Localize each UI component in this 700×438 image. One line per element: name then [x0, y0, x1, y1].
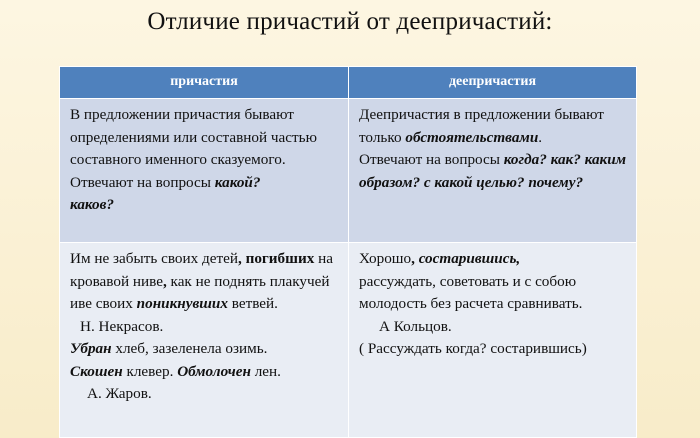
quote-comma: , — [237, 250, 242, 267]
cell-gerund-definition — [349, 99, 637, 243]
nekrasov-quote — [70, 248, 343, 316]
table-row-definition — [60, 99, 637, 243]
table-row-examples — [60, 243, 637, 438]
quote-text: Хорошо — [359, 250, 412, 267]
quote-text: ветвей. — [227, 295, 278, 312]
word-sostarivshis: состарившись, — [418, 250, 521, 267]
questions-label: Отвечают на вопросы — [70, 173, 215, 191]
quote-comma: , — [162, 272, 167, 290]
gerund-role-lead: Деепричастия в предложении бывают только — [359, 106, 604, 146]
quote-comma: , — [411, 250, 419, 267]
word-ubran: Убран — [70, 340, 112, 357]
author-nekrasov: Н. Некрасов. — [80, 317, 164, 335]
gerund-questions — [359, 149, 631, 194]
author-koltsov: А Кольцов. — [379, 317, 452, 335]
word-ponikshikh: поникнувших — [136, 295, 228, 312]
gerund-role-period: . — [538, 128, 543, 146]
header-participles: причастия — [60, 67, 349, 99]
quote-text: Им не забыть своих детей — [70, 250, 238, 267]
word-obmolochen: Обмолочен — [177, 362, 251, 380]
quote-text: лен. — [250, 362, 281, 380]
word-skoshen: Скошен — [70, 362, 123, 380]
word-pogibshikh: погибших — [245, 250, 315, 267]
comparison-table — [59, 66, 637, 438]
quote-text: на кровавой ниве — [70, 250, 333, 290]
questions-label: Отвечают на вопросы — [359, 151, 504, 168]
zharov-line-2 — [70, 361, 343, 384]
quote-text: хлеб, зазеленела озимь. — [111, 340, 268, 357]
participle-role-text: В предложении причастия бывают определениями или составной частью составного именного сказуемого. — [70, 106, 317, 168]
table-header-row — [60, 67, 637, 99]
cell-participle-examples — [60, 243, 349, 438]
quote-text: клевер. — [122, 362, 178, 380]
question-note: ( Рассуждать когда? состарившись) — [359, 340, 587, 357]
cell-participle-definition — [60, 99, 349, 243]
term-obstoyatelstva: обстоятельствами — [405, 128, 539, 146]
zharov-line-1 — [70, 338, 343, 361]
header-gerunds: деепричастия — [349, 67, 637, 99]
question-kakov: каков? — [70, 196, 115, 213]
koltsov-quote — [359, 248, 631, 316]
quote-text: как не поднять плакучей иве своих — [70, 272, 330, 312]
gerund-role-text — [359, 104, 631, 149]
question-kakoy: какой? — [214, 173, 261, 191]
participle-questions — [70, 172, 343, 217]
gerund-question-list: когда? как? каким образом? с какой целью? почему? — [359, 151, 627, 191]
cell-gerund-examples — [349, 243, 637, 438]
page-title: Отличие причастий от деепричастий: — [147, 8, 553, 35]
author-zharov: А. Жаров. — [87, 385, 152, 402]
quote-text: рассуждать, советовать и с собою молодость без расчета сравнивать. — [359, 272, 583, 312]
